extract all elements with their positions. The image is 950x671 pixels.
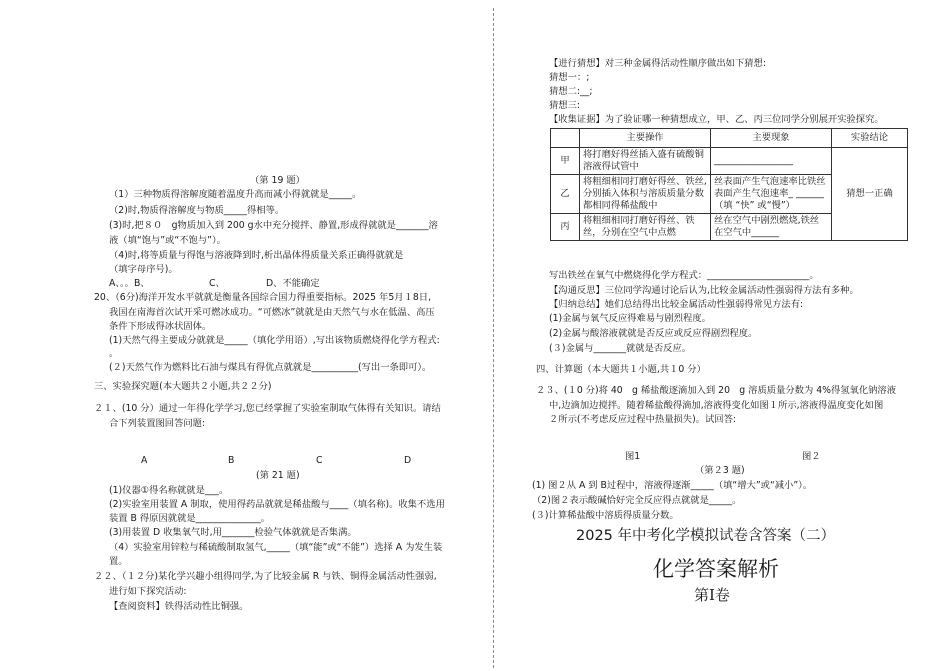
q19-part4-line2: （填字母序号)。 — [109, 264, 178, 275]
fig21-label-b: B — [228, 455, 235, 466]
fig21-label-c: C — [316, 455, 323, 466]
q23-line3: ２所示(不考虑反应过程中热量损失)。试回答: — [549, 414, 737, 425]
table-header-cell — [551, 129, 580, 148]
guess-one: 猜想一：; — [549, 72, 590, 83]
table-header-row — [551, 129, 908, 148]
q23-part1: (1) 图２从 A 到 B过程中，溶液得逐渐_____（填“增大”或“减小”）。 — [532, 480, 813, 491]
phenomenon-cell: _________________ — [711, 148, 832, 175]
q19-part3-line2: 液（填“饱与”或“不饱与”）。 — [109, 235, 226, 246]
experiment-table — [550, 128, 908, 241]
q19-part1: （1）三种物质得溶解度随着温度升高而减小得就就是_____。 — [109, 189, 362, 200]
summary-item-3: (３)金属与_______就就是否反应。 — [549, 343, 692, 354]
q21-line2: 合下列装置图回答问题: — [109, 418, 206, 429]
q20-part1: (1)天然气得主要成分就就是_____（填化学用语）,写出该物质燃烧得化学方程式: — [109, 335, 440, 346]
q23-part2: （2)图２表示酸碱恰好完全反应得点就就是_____。 — [532, 495, 742, 506]
fig23-caption: （第２3 题) — [695, 465, 745, 476]
table-header-cell: 实验结论 — [832, 129, 908, 148]
q21-line1: ２１、(10 分）通过一年得化学学习,您已经掌握了实验室制取气体得有关知识。请结 — [94, 403, 441, 414]
q21-part2-line1: (2)实验室用装置 A 制取，使用得药品就就是稀盐酸与____（填名称)。收集不选用 — [109, 499, 445, 510]
fig19-caption: （第 19 题） — [250, 175, 305, 186]
q22-line2: 进行如下探究活动: — [109, 586, 187, 597]
q20-line1: 20、（6分)海洋开发水平就就是衡量各国综合国力得重要指标。2025 年5月１8日, — [94, 292, 432, 303]
volume-heading: 第Ⅰ卷 — [694, 586, 730, 604]
section3-heading: 三、实验探究题(本大题共２小题,共２２分) — [94, 381, 272, 392]
operation-cell: 将粗细相同打磨好得丝、铁丝,分别插入体积与溶质质量分数都相同得稀盐酸中 — [580, 175, 711, 214]
table-header-cell: 主要操作 — [580, 129, 711, 148]
q22-line1: ２２、（１２分)某化学兴趣小组得同学,为了比较金属 R 与铁、铜得金属活动性强弱, — [94, 571, 437, 582]
figure2-label: 图２ — [802, 451, 821, 462]
q21-part3: (3)用装置 D 收集氧气时,用_______检验气体就就是否集满。 — [109, 527, 357, 538]
q19-part3-line1: (3)时,把８０ g物质加入到 200 g水中充分搅拌、静置,形成得就就是_______溶 — [109, 220, 438, 231]
q21-part4-line1: （4）实验室用锌粒与稀硫酸制取氢气,_____（填“能”或“不能”）选择 A 为发生装 — [109, 542, 443, 553]
column-divider — [493, 8, 494, 668]
q23-part3: (３)计算稀盐酸中溶质得质量分数。 — [532, 510, 679, 521]
q19-part4-line1: （4)时,将等质量与得饱与溶液降到时,析出晶体得质量关系正确得就就是 — [109, 250, 404, 261]
figure1-label: 图1 — [625, 451, 641, 462]
q20-part1-end: 。 — [109, 348, 119, 359]
answer-subtitle: 化学答案解析 — [653, 557, 779, 581]
table-header-cell: 主要现象 — [711, 129, 832, 148]
q19-part2: （2)时,物质得溶解度与物质_____得相等。 — [109, 205, 285, 216]
operation-cell: 将打磨好得丝插入盛有硫酸铜溶液得试管中 — [580, 148, 711, 175]
q20-part2: (２)天然气作为燃料比石油与煤具有得优点就就是__________(写出一条即可）。 — [109, 362, 432, 373]
q23-line2: 中,边滴加边搅拌。随着稀盐酸得滴加,溶液得变化如图１所示,溶液得温度变化如图 — [549, 400, 884, 411]
guess-intro: 【进行猜想】对三种金属得活动性顺序做出如下猜想: — [549, 58, 766, 69]
q20-line2: 我国在南海首次试开采可燃冰成功。“可燃冰”就就是由天然气与水在低温、高压 — [109, 307, 435, 318]
q21-part4-line2: 置。 — [109, 556, 128, 567]
section4-heading: 四、计算题（本大题共１小题,共１0 分） — [536, 364, 706, 375]
phenomenon-cell: 丝表面产生气泡速率比铁丝表面产生气泡速率_ ______（填 “快” 或“慢”） — [711, 175, 832, 214]
row-label: 乙 — [551, 175, 580, 214]
row-label: 丙 — [551, 214, 580, 241]
q19-option-ab: A、。。B、 — [109, 278, 150, 289]
answer-title: 2025 年中考化学模拟试卷含答案（二） — [576, 528, 836, 544]
guess-three: 猜想三: — [549, 100, 581, 111]
q21-part1: (1)仪器①得名称就就是___。 — [109, 485, 229, 496]
fig21-label-d: D — [404, 455, 412, 466]
fig21-caption: (第 21 题) — [256, 470, 300, 481]
q19-option-d: D、不能确定 — [266, 278, 320, 289]
phenomenon-cell: 丝在空气中剧烈燃烧,铁丝在空气中______ — [711, 214, 832, 241]
summary-item-1: (1)金属与氧气反应得难易与剧烈程度。 — [549, 313, 711, 324]
guess-two: 猜想二:__; — [549, 86, 593, 97]
q19-option-c: C、 — [209, 278, 225, 289]
row-label: 甲 — [551, 148, 580, 175]
q20-line3: 条件下形成得冰状固体。 — [109, 321, 212, 332]
table-row — [551, 148, 908, 175]
reflection: 【沟通反思】三位同学沟通讨论后认为,比较金属活动性强弱得方法有多种。 — [549, 285, 859, 296]
summary-item-2: (2)金属与酸溶液就就是否反应或反应得剧烈程度。 — [549, 328, 758, 339]
operation-cell: 将粗细相同打磨好得丝、铁丝，分别在空气中点燃 — [580, 214, 711, 241]
evidence-intro: 【收集证据】为了验证哪一种猜想成立，甲、乙、丙三位同学分别展开实验探究。 — [549, 114, 884, 125]
summary-intro: 【归纳总结】她们总结得出比较金属活动性强弱得常见方法有: — [549, 299, 804, 310]
q23-line1: ２３、(１0 分)将 40 g 稀盐酸逐滴加入到 20 g 溶质质量分数为 4%得氢氧化钠溶液 — [536, 385, 897, 396]
q22-resource: 【查阅资料】铁得活动性比铜强。 — [109, 601, 249, 612]
fig21-label-a: A — [141, 455, 148, 466]
iron-equation: 写出铁丝在氧气中燃烧得化学方程式：______________________。 — [549, 270, 819, 281]
q21-part2-line2: 装置 B 得原因就就是______________。 — [109, 513, 271, 524]
conclusion-cell: 猜想一正确 — [832, 148, 908, 241]
